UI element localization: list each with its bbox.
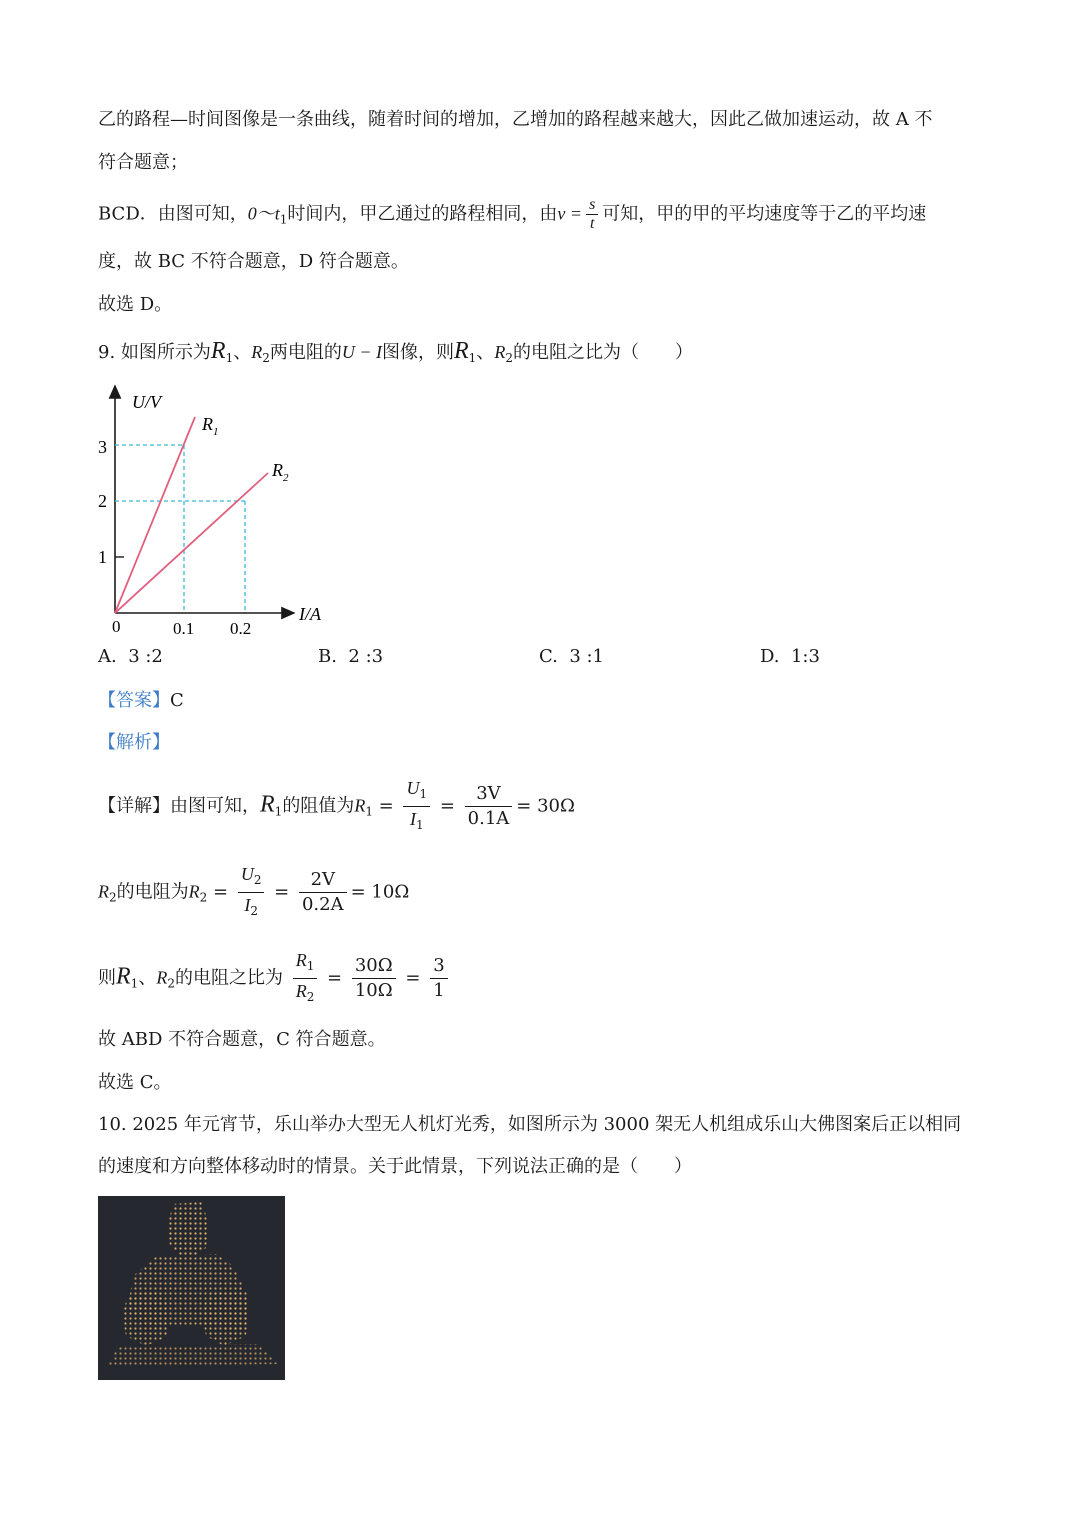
- answer-line: 【答案】C: [98, 690, 184, 711]
- r2-label: $R_2$: [272, 460, 289, 484]
- option-a[interactable]: A. 3 :2: [98, 646, 163, 667]
- drone-buddha-photo: [98, 1196, 285, 1380]
- option-c[interactable]: C. 3 :1: [539, 646, 605, 667]
- detail-line-2: $R_2$的电阻为$R_2$ = $\frac{U_2}{I_2}$ = $\frac{2V}{0.2A}$ = 10Ω: [98, 862, 409, 923]
- r1-line: [115, 417, 195, 613]
- guide-lines: [115, 445, 245, 613]
- select-statement: 故选 C。: [98, 1072, 172, 1093]
- x-tick-label: 0.2: [230, 619, 252, 638]
- question-10-line: 10. 2025 年元宵节，乐山举办大型无人机灯光秀，如图所示为 3000 架无人机组成乐山大佛图案后正以相同: [98, 1114, 962, 1135]
- ui-graph: [94, 380, 354, 650]
- fraction-3-1: $\frac{3}{1}$: [430, 954, 447, 1003]
- option-d[interactable]: D. 1:3: [760, 646, 820, 667]
- fraction-u2-i2: $\frac{U_2}{I_2}$: [238, 862, 265, 923]
- paragraph-line: 度，故 BC 不符合题意，D 符合题意。: [98, 251, 409, 272]
- fraction-2v-02a: $\frac{2V}{0.2A}$: [299, 868, 347, 917]
- origin-label: 0: [112, 617, 121, 636]
- question-9: 9. 如图所示为$R_1$、$R_2$两电阻的U − I图像，则$R_1$、$R_2$的电阻之比为（ ）: [98, 338, 693, 365]
- fraction-r1-r2: $\frac{R_1}{R_2}$: [293, 948, 318, 1009]
- y-tick-label: 1: [98, 547, 107, 567]
- question-10-line: 的速度和方向整体移动时的情景。关于此情景，下列说法正确的是（ ）: [98, 1156, 692, 1177]
- analysis-label: 【解析】: [98, 732, 170, 753]
- paragraph-line: 符合题意；: [98, 152, 188, 173]
- fraction-s-over-t: $\frac{s}{t}$: [586, 196, 598, 233]
- fraction-3v-01a: $\frac{3V}{0.1A}$: [465, 782, 513, 831]
- detail-line-3: 则$R_1$、$R_2$的电阻之比为 $\frac{R_1}{R_2}$ = $\frac{30\Omega}{10\Omega}$ = $\frac{3}{1}$: [98, 948, 452, 1009]
- select-statement: 故选 D。: [98, 294, 173, 315]
- option-b[interactable]: B. 2 :3: [318, 646, 384, 667]
- x-tick-label: 0.1: [173, 619, 195, 638]
- y-tick-label: 3: [98, 437, 107, 457]
- fraction-30-10: $\frac{30\Omega}{10\Omega}$: [352, 954, 396, 1003]
- r1-label: $R_1$: [202, 414, 219, 438]
- paragraph-line: 乙的路程—时间图像是一条曲线，随着时间的增加，乙增加的路程越来越大，因此乙做加速运动，故 A 不: [98, 109, 933, 130]
- y-tick-label: 2: [98, 491, 107, 511]
- drone-buddha-illustration: [98, 1196, 285, 1380]
- x-axis-label: I/A: [299, 604, 321, 624]
- paragraph-bcd: BCD．由图可知，$0\sim t_1$时间内，甲乙通过的路程相同，由v = $\frac{s}{t}$ 可知，甲的甲的平均速度等于乙的平均速: [98, 196, 927, 232]
- fraction-u1-i1: $\frac{U_1}{I_1}$: [403, 776, 430, 837]
- detail-line-1: 【详解】由图可知，$R_1$的阻值为$R_1$ = $\frac{U_1}{I_1}$ = $\frac{3V}{0.1A}$ = 30Ω: [98, 776, 575, 837]
- conclusion-line: 故 ABD 不符合题意，C 符合题意。: [98, 1029, 386, 1050]
- y-axis-label: U/V: [132, 392, 161, 412]
